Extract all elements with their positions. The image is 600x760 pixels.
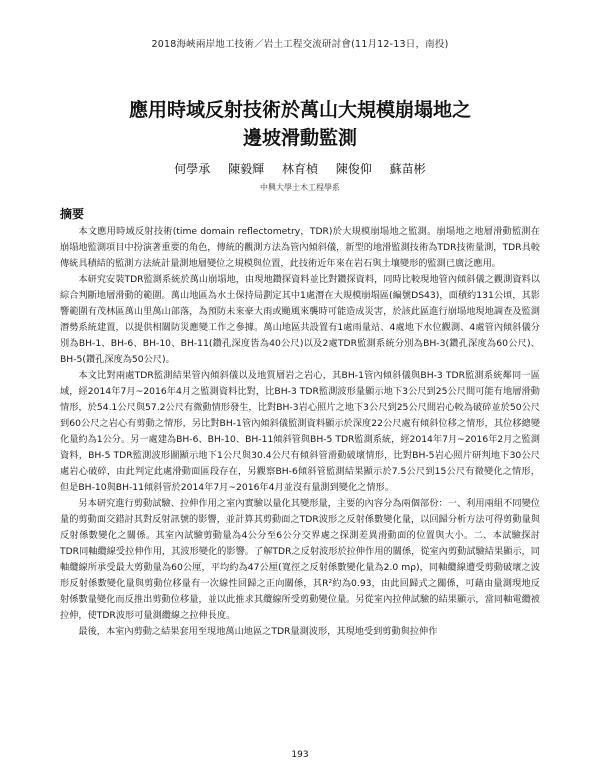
page-number: 193 [291, 750, 309, 760]
abstract-heading: 摘要 [60, 207, 85, 221]
author: 林育楨 [281, 162, 318, 176]
title-line-1: 應用時域反射技術於萬山大規模崩塌地之 [128, 99, 471, 121]
conference-header: 2018海峽兩岸地工技術／岩土工程交流研討會(11月12-13日，南投) [151, 39, 449, 50]
affiliation: 中興大學土木工程學系 [260, 183, 340, 192]
paragraph: 本文應用時域反射技術(time domain reflectometry，TDR)於大規模崩塌地之監測。崩塌地之地層滑動監測在崩塌地監測項目中扮演著重要的角色，傳統的觀測方法為管內傾斜儀，新型的地滑監測技術為TDR技術量測，TDR具較傳統具積結的監測方法統計量測地層變位之規模與位置，此技術近年來在岩石與土壤變形的監測已廣泛應用。 [60, 226, 540, 269]
author: 何學承 [174, 162, 211, 176]
paragraph: 本文比對兩處TDR監測結果管內傾斜儀以及地質層岩之岩心，其BH-1管內傾斜儀與BH-3 TDR監測系統鄰同一區域，經2014年7月~2016年4月之監測資料比對，比BH-3 TDR監測波形量顯示地下3公尺到25公尺間可能有地層滑動情形，於54.1公尺與57.2公尺有微動情形發生，比對BH-3岩心照片之地下3公尺到25公尺間岩心較為破碎並於50公尺到60公尺之岩心有剪動之情形，另比對BH-1管內傾斜儀監測資料顯示於深度22公尺處有傾斜位移之情形，其位移總變化量約為1公分。另一處建為BH-6、BH-10、BH-11傾斜管與BH-5 TDR監測系統，經2014年7月~2016年2月之監測資料，BH-5 TDR監測波形圖顯示地下1公尺與30.4公尺有傾斜管滑動破壞情形，比對BH-5岩心照片研判地下30公尺處岩心破碎，由此判定此處滑動面區段存在，另觀察BH-6傾斜管監測結果顯示於7.5公尺到15公尺有微變化之情形，但是BH-10與BH-11傾斜管於2014年7月~2016年4月並沒有量測到變化之情形。 [60, 370, 540, 493]
paragraph: 另本研究進行剪動試驗、拉伸作用之室內實驗以量化其變形量，主要的內容分為兩個部份：一、利用兩組不同變位量的剪動面交錯討其對反射訊號的影響，並計算其剪動面之TDR波形之反射係數變化量，以回歸分析方法可得剪動量與反射係數變化之關係。其室內試驗剪動量為4公分至6公分交界處之探測差異滑動面的位置與大小。二、本試驗探討TDR同軸纜線受拉伸作用，其波形變化的影響。了解TDR之反射波形於拉伸作用的關係，從室內剪動試驗結果顯示，同軸纜線所承受最大剪動量為60公厘，平均約為47公厘(寬徑之反射係數變化量為2.0 mρ)，同軸纜線遭受剪動破壞之波形反射係數變化量與剪動位移量有一次線性回歸之正向關係，其R²約為0.93，由此回歸式之關係，可藉由量測現地反射係數量變化而反推出剪動位移量，並以此推求其纜線所受剪動變位量。另從室內拉伸試驗的結果顯示，當同軸電纜被拉伸，使TDR波形可量測纜線之拉伸長度。 [60, 498, 540, 621]
author: 陳俊仰 [335, 162, 372, 176]
paragraph: 本研究安裝TDR監測系統於萬山崩塌地，由現地鑽探資料並比對鑽探資料，同時比較現地管內傾斜儀之觀測資料以綜合判斷地層滑動的範圍。萬山地區為水土保持局劃定其中1處潛在大規模崩塌區(編號DS43)，面積約131公頃，其影響範圍有茂林區萬山里萬山部落，為預防未來豪大雨或颱風來襲時可能造成災害，於該此區進行崩塌地現地調查及監測潛勢系統建置，以提供相關防災應變工作之參據。萬山地區共設置有1處雨量站、4處地下水位觀測、4處管內傾斜儀分別為BH-1、BH-6、BH-10、BH-11(鑽孔深度皆為40公尺)以及2處TDR監測系統分別為BH-3(鑽孔深度為60公尺)、BH-5(鑽孔深度為50公尺)。 [60, 274, 540, 365]
author-list [0, 160, 600, 177]
abstract-body [60, 224, 540, 640]
paper-title [0, 96, 600, 152]
author: 陳毅輝 [228, 162, 265, 176]
title-line-2: 邊坡滑動監測 [242, 127, 357, 149]
author: 蘇苗彬 [389, 162, 426, 176]
paragraph: 最後，本室內剪動之結果套用至現地萬山地區之TDR量測波形，其現地受到剪動與拉伸作 [78, 626, 438, 637]
